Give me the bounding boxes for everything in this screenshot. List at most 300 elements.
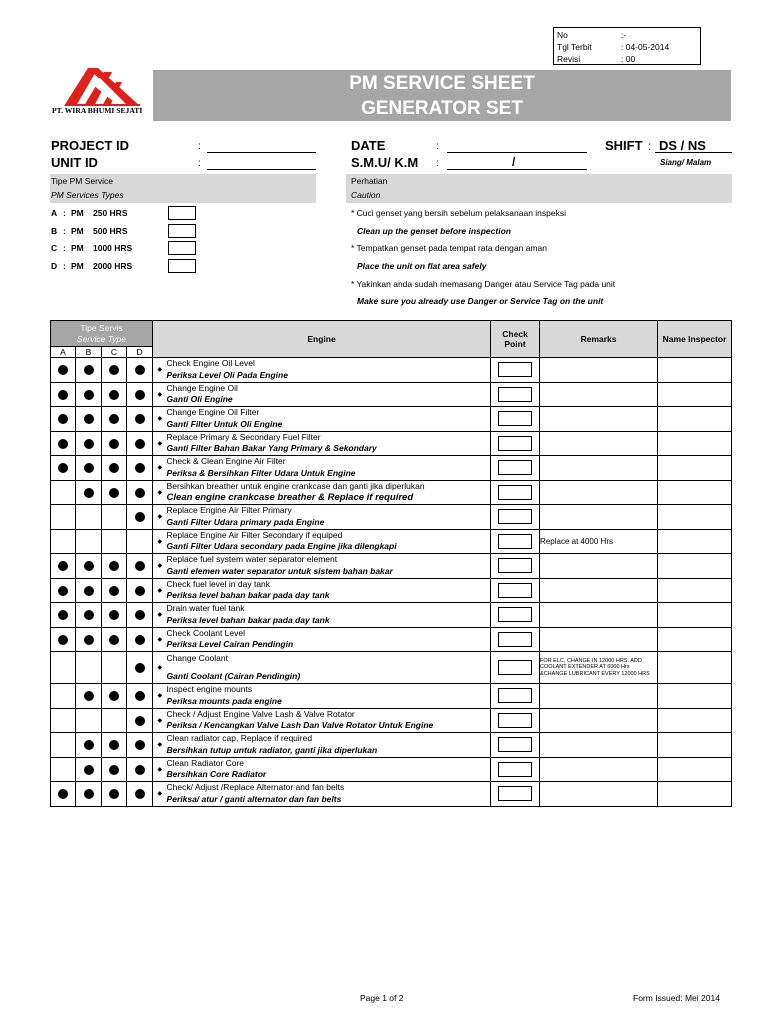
engine-item (167, 382, 491, 407)
diamond-bullet-icon: ◆ (153, 757, 167, 782)
service-type-b-cell (76, 554, 102, 579)
remarks-cell[interactable] (540, 407, 658, 432)
inspector-cell[interactable] (658, 480, 732, 505)
applies-dot-icon (84, 390, 94, 400)
applies-dot-icon (135, 691, 145, 701)
check-point-cell (491, 757, 540, 782)
check-point-box[interactable] (498, 436, 532, 451)
diamond-bullet-icon: ◆ (153, 652, 167, 684)
check-point-box[interactable] (498, 660, 532, 675)
inspector-cell[interactable] (658, 684, 732, 709)
check-point-cell (491, 407, 540, 432)
engine-item-translation: Periksa Level Cairan Pendingin (166, 639, 294, 650)
check-point-cell (491, 627, 540, 652)
check-point-cell (491, 603, 540, 628)
check-point-cell (491, 578, 540, 603)
applies-dot-icon (84, 610, 94, 620)
check-point-cell (491, 505, 540, 530)
title-line-1: PM SERVICE SHEET (349, 73, 535, 94)
page-number: Page 1 of 2 (360, 993, 404, 1003)
remarks-cell[interactable]: FOR ELC, CHANGE IN 12000 HRS. ADD COOLANT EXTENDER AT 6000 Hrs &CHANGE LUBRICANT EVERY 12000 HRS (540, 652, 658, 684)
check-point-box[interactable] (498, 762, 532, 777)
document-info-box (553, 27, 701, 65)
service-type-b-cell (76, 603, 102, 628)
engine-item-translation: Periksa level bahan bakar pada day tank (166, 614, 330, 625)
applies-dot-icon (109, 610, 119, 620)
service-type-d-cell (127, 733, 153, 758)
service-type-d-cell (127, 684, 153, 709)
service-type-b-cell (76, 456, 102, 481)
applies-dot-icon (109, 691, 119, 701)
applies-dot-icon (109, 390, 119, 400)
engine-item-label: Check & Clean Engine Air Filter (166, 456, 286, 467)
remarks-cell[interactable] (540, 782, 658, 807)
service-type-a: A (51, 347, 76, 358)
pm-type-c: C : PM 1000 HRS (51, 243, 133, 253)
engine-item-translation: Ganti Filter Untuk Oli Engine (166, 418, 283, 429)
service-type-c-cell (102, 431, 127, 456)
project-id-field[interactable] (207, 152, 316, 153)
service-type-c-cell (102, 407, 127, 432)
engine-item-label: Change Engine Oil (166, 382, 238, 393)
diamond-bullet-icon: ◆ (153, 407, 167, 432)
service-type-b-cell (76, 578, 102, 603)
check-point-box[interactable] (498, 509, 532, 524)
caution-item-2-en: Place the unit on flat area safely (357, 261, 487, 271)
engine-item-translation: Ganti Oli Engine (166, 394, 233, 405)
diamond-bullet-icon: ◆ (153, 529, 167, 554)
doc-no-label: No (557, 30, 568, 40)
engine-item-translation: Periksa/ atur / ganti alternator dan fan belts (166, 793, 342, 804)
engine-item-label: Drain water fuel tank (166, 603, 245, 614)
service-type-b-cell (76, 733, 102, 758)
engine-header: Engine (153, 321, 491, 358)
applies-dot-icon (135, 488, 145, 498)
check-point-box[interactable] (498, 362, 532, 377)
engine-item-label: Change Coolant (166, 653, 228, 663)
check-point-cell (491, 708, 540, 733)
service-type-c-cell (102, 684, 127, 709)
smu-colon: : (436, 158, 439, 169)
pm-type-d: D : PM 2000 HRS (51, 261, 133, 271)
pm-type-b-checkbox[interactable] (168, 224, 196, 238)
service-type-c: C (102, 347, 127, 358)
service-type-a-cell (51, 407, 76, 432)
shift-label: SHIFT (605, 138, 643, 153)
service-type-d-cell (127, 407, 153, 432)
pm-type-a: A : PM 250 HRS (51, 208, 128, 218)
applies-dot-icon (84, 463, 94, 473)
inspector-cell[interactable] (658, 757, 732, 782)
date-label: DATE (351, 138, 386, 153)
applies-dot-icon (84, 414, 94, 424)
company-logo-icon (64, 64, 140, 106)
applies-dot-icon (135, 610, 145, 620)
service-type-d-cell (127, 480, 153, 505)
company-name: PT. WIRA BHUMI SEJATI (52, 106, 143, 115)
inspector-cell[interactable] (658, 456, 732, 481)
company-logo (52, 64, 152, 120)
applies-dot-icon (109, 561, 119, 571)
engine-item (167, 708, 491, 733)
engine-item (167, 431, 491, 456)
inspector-cell[interactable] (658, 407, 732, 432)
applies-dot-icon (135, 390, 145, 400)
check-point-box[interactable] (498, 583, 532, 598)
engine-item-translation: Periksa mounts pada engine (166, 695, 282, 706)
pm-type-d-checkbox[interactable] (168, 259, 196, 273)
remarks-cell[interactable] (540, 480, 658, 505)
engine-item-translation: Periksa & Bersihkan Filter Udara Untuk Engine (166, 467, 356, 478)
engine-item-label: Check fuel level in day tank (166, 578, 271, 589)
service-type-c-cell (102, 733, 127, 758)
engine-item-label: Check / Adjust Engine Valve Lash & Valve Rotator (166, 708, 355, 719)
diamond-bullet-icon: ◆ (153, 431, 167, 456)
check-point-box[interactable] (498, 534, 532, 549)
remarks-cell[interactable] (540, 578, 658, 603)
table-row (51, 627, 732, 652)
table-row (51, 456, 732, 481)
applies-dot-icon (109, 439, 119, 449)
pm-service-label-en: PM Services Types (51, 190, 124, 200)
shift-value[interactable]: DS / NS (659, 138, 706, 153)
service-type-a-cell (51, 708, 76, 733)
remarks-cell[interactable] (540, 733, 658, 758)
engine-item-translation: Periksa / Kencangkan Valve Lash Dan Valve Rotator Untuk Engine (166, 720, 434, 731)
inspector-cell[interactable] (658, 708, 732, 733)
engine-item-label: Bersihkan breather untuk engine crankcase dan ganti jika diperlukan (166, 480, 425, 491)
engine-item (167, 480, 491, 505)
service-type-c-cell (102, 708, 127, 733)
applies-dot-icon (109, 635, 119, 645)
engine-item-translation: Ganti Filter Udara secondary pada Engine jika dilengkapi (166, 541, 397, 552)
service-type-b-cell (76, 757, 102, 782)
engine-item (167, 505, 491, 530)
engine-item-label: Change Engine Oil Filter (166, 407, 260, 418)
engine-item-label: Check/ Adjust /Replace Alternator and fan belts (166, 782, 345, 793)
caution-item-3: * Yakinkan anda sudah memasang Danger atau Service Tag pada unit (351, 279, 616, 289)
applies-dot-icon (109, 586, 119, 596)
service-type-c-cell (102, 627, 127, 652)
check-point-header: Check Point (491, 321, 540, 358)
diamond-bullet-icon: ◆ (153, 382, 167, 407)
applies-dot-icon (135, 365, 145, 375)
remarks-cell[interactable] (540, 358, 658, 383)
engine-item (167, 684, 491, 709)
remarks-cell[interactable]: Replace at 4000 Hrs (540, 529, 658, 554)
applies-dot-icon (109, 414, 119, 424)
table-row (51, 652, 732, 684)
applies-dot-icon (84, 586, 94, 596)
diamond-bullet-icon: ◆ (153, 782, 167, 807)
service-type-c-cell (102, 782, 127, 807)
diamond-bullet-icon: ◆ (153, 578, 167, 603)
diamond-bullet-icon: ◆ (153, 554, 167, 579)
inspector-cell[interactable] (658, 627, 732, 652)
shift-colon: : (648, 139, 652, 153)
remarks-cell[interactable] (540, 431, 658, 456)
applies-dot-icon (84, 691, 94, 701)
inspector-cell[interactable] (658, 733, 732, 758)
form-issued: Form Issued: Mei 2014 (633, 993, 720, 1003)
service-type-a-cell (51, 684, 76, 709)
service-type-d-cell (127, 505, 153, 530)
table-row (51, 733, 732, 758)
service-type-b-cell (76, 431, 102, 456)
service-type-c-cell (102, 505, 127, 530)
applies-dot-icon (135, 414, 145, 424)
inspector-cell[interactable] (658, 603, 732, 628)
diamond-bullet-icon: ◆ (153, 603, 167, 628)
service-type-c-cell (102, 358, 127, 383)
service-type-a-cell (51, 733, 76, 758)
service-type-d-cell (127, 603, 153, 628)
table-row (51, 578, 732, 603)
applies-dot-icon (109, 765, 119, 775)
service-type-a-cell (51, 456, 76, 481)
check-point-cell (491, 684, 540, 709)
pm-type-b: B : PM 500 HRS (51, 226, 128, 236)
service-type-b-cell (76, 505, 102, 530)
engine-item-translation: Bersihkan Core Radiator (166, 769, 267, 780)
service-type-c-cell (102, 382, 127, 407)
smu-label: S.M.U/ K.M (351, 155, 419, 170)
engine-item-label: Replace fuel system water separator element (166, 554, 338, 565)
service-type-d-cell (127, 358, 153, 383)
applies-dot-icon (135, 789, 145, 799)
inspector-cell[interactable] (658, 578, 732, 603)
diamond-bullet-icon: ◆ (153, 505, 167, 530)
diamond-bullet-icon: ◆ (153, 627, 167, 652)
service-type-a-cell (51, 358, 76, 383)
table-row (51, 407, 732, 432)
applies-dot-icon (109, 488, 119, 498)
check-point-box[interactable] (498, 607, 532, 622)
engine-item-translation: Ganti elemen water separator untuk sistem bahan bakar (166, 565, 393, 576)
check-point-cell (491, 431, 540, 456)
service-type-c-cell (102, 554, 127, 579)
remarks-cell[interactable] (540, 603, 658, 628)
inspector-cell[interactable] (658, 782, 732, 807)
service-type-d-cell (127, 382, 153, 407)
service-type-b: B (76, 347, 102, 358)
check-point-cell (491, 554, 540, 579)
check-point-box[interactable] (498, 632, 532, 647)
applies-dot-icon (58, 561, 68, 571)
check-point-box[interactable] (498, 786, 532, 801)
service-type-b-cell (76, 627, 102, 652)
check-point-box[interactable] (498, 713, 532, 728)
remarks-cell[interactable] (540, 627, 658, 652)
check-point-box[interactable] (498, 485, 532, 500)
caution-label-en: Caution (351, 190, 381, 200)
date-field[interactable] (447, 152, 587, 153)
applies-dot-icon (84, 488, 94, 498)
remarks-header: Remarks (540, 321, 658, 358)
table-row (51, 382, 732, 407)
applies-dot-icon (109, 740, 119, 750)
engine-item-label: Clean Radiator Core (166, 757, 245, 768)
table-row (51, 782, 732, 807)
service-type-b-cell (76, 782, 102, 807)
shift-underline (655, 152, 732, 153)
check-point-box[interactable] (498, 558, 532, 573)
remarks-cell[interactable] (540, 456, 658, 481)
service-type-c-cell (102, 480, 127, 505)
engine-item-label: Clean radiator cap, Replace if required (166, 733, 313, 744)
service-type-a-cell (51, 480, 76, 505)
service-type-b-cell (76, 382, 102, 407)
checklist-table (50, 320, 732, 807)
service-type-a-cell (51, 603, 76, 628)
service-type-d-cell (127, 652, 153, 684)
caution-item-3-en: Make sure you already use Danger or Service Tag on the unit (357, 296, 604, 306)
service-type-d-cell (127, 782, 153, 807)
table-row (51, 480, 732, 505)
engine-item (167, 733, 491, 758)
check-point-cell (491, 652, 540, 684)
inspector-cell[interactable] (658, 505, 732, 530)
smu-field[interactable] (447, 169, 587, 170)
remarks-cell[interactable] (540, 382, 658, 407)
service-type-a-cell (51, 554, 76, 579)
service-type-a-cell (51, 505, 76, 530)
remarks-cell[interactable] (540, 554, 658, 579)
inspector-cell[interactable] (658, 431, 732, 456)
service-type-c-cell (102, 757, 127, 782)
engine-item-label: Check Engine Oil Level (166, 358, 255, 369)
check-point-box[interactable] (498, 737, 532, 752)
caution-item-1-en: Clean up the genset before inspection (357, 226, 511, 236)
service-type-c-cell (102, 529, 127, 554)
remarks-cell[interactable] (540, 757, 658, 782)
inspector-cell[interactable] (658, 358, 732, 383)
service-type-b-cell (76, 708, 102, 733)
remarks-cell[interactable] (540, 684, 658, 709)
doc-no-value: :- (621, 30, 627, 40)
service-type-b-cell (76, 358, 102, 383)
applies-dot-icon (109, 789, 119, 799)
service-type-d: D (127, 347, 153, 358)
service-type-d-cell (127, 627, 153, 652)
doc-revision-value: : 00 (621, 54, 636, 64)
check-point-box[interactable] (498, 688, 532, 703)
caution-header (346, 174, 732, 203)
pm-service-label: Tipe PM Service (51, 176, 114, 186)
service-type-b-cell (76, 529, 102, 554)
engine-item-label: Replace Engine Air Filter Primary (166, 505, 292, 516)
service-type-a-cell (51, 578, 76, 603)
engine-item-translation: Bersihkan tutup untuk radiator, ganti jika diperlukan (166, 744, 378, 755)
service-type-d-cell (127, 554, 153, 579)
pm-type-c-checkbox[interactable] (168, 241, 196, 255)
service-type-a-cell (51, 782, 76, 807)
table-row (51, 554, 732, 579)
engine-item-label: Check Coolant Level (166, 627, 245, 638)
applies-dot-icon (58, 414, 68, 424)
engine-item-label: Inspect engine mounts (166, 684, 253, 695)
title-bar (153, 70, 731, 121)
applies-dot-icon (58, 789, 68, 799)
service-type-d-cell (127, 529, 153, 554)
inspector-cell[interactable] (658, 382, 732, 407)
engine-item (167, 358, 491, 383)
applies-dot-icon (109, 463, 119, 473)
service-type-b-cell (76, 480, 102, 505)
engine-item-label: Replace Primary & Secondary Fuel Filter (166, 431, 321, 442)
applies-dot-icon (58, 610, 68, 620)
service-type-c-cell (102, 578, 127, 603)
doc-revision-label: Revisi (557, 54, 581, 64)
applies-dot-icon (84, 561, 94, 571)
engine-item-translation: Ganti Filter Bahan Bakar Yang Primary & Sekondary (166, 443, 377, 454)
unit-id-colon: : (198, 158, 201, 169)
service-type-a-cell (51, 431, 76, 456)
smu-separator: / (512, 155, 516, 169)
table-row (51, 358, 732, 383)
service-type-b-cell (76, 652, 102, 684)
check-point-box[interactable] (498, 411, 532, 426)
inspector-cell[interactable] (658, 529, 732, 554)
applies-dot-icon (135, 740, 145, 750)
applies-dot-icon (58, 439, 68, 449)
check-point-cell (491, 529, 540, 554)
engine-item (167, 407, 491, 432)
engine-item-translation: Clean engine crankcase breather & Replace if required (166, 492, 414, 504)
check-point-box[interactable] (498, 460, 532, 475)
project-id-label: PROJECT ID (51, 138, 130, 153)
inspector-cell[interactable] (658, 554, 732, 579)
unit-id-label: UNIT ID (51, 155, 98, 170)
applies-dot-icon (84, 789, 94, 799)
service-type-c-cell (102, 456, 127, 481)
table-row (51, 431, 732, 456)
diamond-bullet-icon: ◆ (153, 684, 167, 709)
applies-dot-icon (109, 365, 119, 375)
applies-dot-icon (135, 635, 145, 645)
unit-id-field[interactable] (207, 169, 316, 170)
diamond-bullet-icon: ◆ (153, 708, 167, 733)
inspector-cell[interactable] (658, 652, 732, 684)
engine-item (167, 627, 491, 652)
service-type-a-cell (51, 652, 76, 684)
remarks-cell[interactable] (540, 708, 658, 733)
pm-type-a-checkbox[interactable] (168, 206, 196, 220)
applies-dot-icon (58, 390, 68, 400)
title-line-2: GENERATOR SET (361, 98, 523, 119)
remarks-cell[interactable] (540, 505, 658, 530)
applies-dot-icon (135, 463, 145, 473)
applies-dot-icon (58, 365, 68, 375)
service-type-a-cell (51, 529, 76, 554)
applies-dot-icon (135, 439, 145, 449)
applies-dot-icon (84, 365, 94, 375)
inspector-header: Name Inspector (658, 321, 732, 358)
caution-label: Perhatian (351, 176, 388, 186)
doc-date-label: Tgl Terbit (557, 42, 592, 52)
engine-item (167, 529, 491, 554)
service-type-d-cell (127, 757, 153, 782)
applies-dot-icon (135, 586, 145, 596)
engine-item (167, 782, 491, 807)
applies-dot-icon (84, 635, 94, 645)
engine-item-label: Replace Engine Air Filter Secondary if equiped (166, 529, 343, 540)
table-row (51, 684, 732, 709)
check-point-box[interactable] (498, 387, 532, 402)
table-row (51, 757, 732, 782)
engine-item (167, 578, 491, 603)
service-type-d-cell (127, 456, 153, 481)
